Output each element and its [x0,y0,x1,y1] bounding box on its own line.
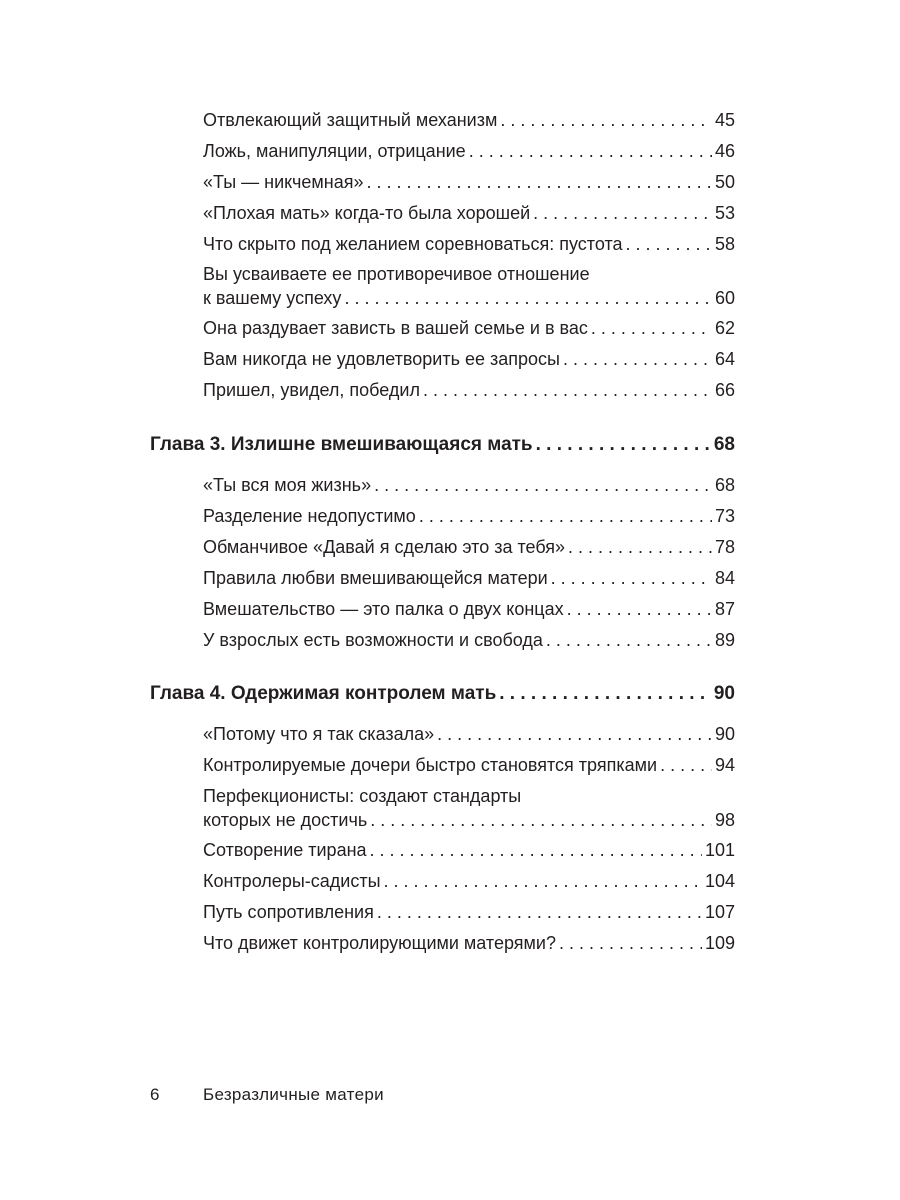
toc-entry-page: 84 [714,568,735,588]
toc-leader-dots [536,432,711,458]
toc-chapter-title: Глава 4. Одержимая контролем мать [150,683,497,704]
toc-leader-dots [499,681,711,707]
toc-leader-dots [370,808,712,832]
toc-entry-page: 45 [714,110,735,130]
toc-leader-dots [533,201,712,225]
toc-entry [203,628,735,652]
toc-entry [203,316,735,340]
toc-entry-page: 62 [714,318,735,338]
toc-entry-page: 58 [714,234,735,254]
toc-entry-title: Контролеры-садисты [203,871,381,891]
toc-entry-title: которых не достичь [203,810,368,830]
toc-entry-page: 90 [714,724,735,744]
toc-entry-page: 87 [714,599,735,619]
toc-entry [203,900,735,924]
toc-entry-page: 78 [714,537,735,557]
toc-entry-title: Контролируемые дочери быстро становятся тряпками [203,755,658,775]
running-title: Безразличные матери [203,1085,384,1104]
toc-entry [203,504,735,528]
toc-leader-dots [568,535,712,559]
toc-entry-title-line1: Перфекционисты: создают стандарты [203,786,522,806]
toc-entry-page: 53 [714,203,735,223]
toc-entry-page: 101 [704,840,735,860]
toc-leader-dots [384,869,702,893]
toc-entry [203,838,735,862]
toc-entry [203,597,735,621]
toc-leader-dots [559,931,702,955]
toc-entry-page: 109 [704,933,735,953]
toc-entry [203,753,735,777]
toc-entry-title: Отвлекающий защитный механизм [203,110,498,130]
toc-entry-title: Что движет контролирующими матерями? [203,933,556,953]
toc-entry-title: Путь сопротивления [203,902,374,922]
toc-leader-dots [374,473,712,497]
toc-chapter-page: 68 [713,434,735,455]
toc-entry-title: Правила любви вмешивающейся матери [203,568,548,588]
toc-leader-dots [423,378,712,402]
toc-entry [203,931,735,955]
toc-leader-dots [377,900,702,924]
toc-entry-title: к вашему успеху [203,288,342,308]
toc-entry [203,869,735,893]
toc-entry-page: 98 [714,810,735,830]
toc-leader-dots [469,139,712,163]
toc-entry [203,535,735,559]
toc-entry [203,232,735,256]
toc-entry [203,201,735,225]
toc-entry-title: Вам никогда не удовлетворить ее запросы [203,349,560,369]
toc-entry-page: 60 [714,288,735,308]
toc-entry [203,378,735,402]
toc-entry-title: Обманчивое «Давай я сделаю это за тебя» [203,537,566,557]
toc-entry-title: «Плохая мать» когда-то была хорошей [203,203,531,223]
page-number: 6 [150,1085,160,1104]
toc-entry-title: «Ты — никчемная» [203,172,364,192]
toc-entry [203,139,735,163]
toc-leader-dots [546,628,712,652]
toc-leader-dots [567,597,712,621]
toc-entry-title-line1: Вы усваиваете ее противоречивое отношение [203,264,590,284]
toc-entry [203,784,735,832]
toc-entry-title: Сотворение тирана [203,840,367,860]
toc-entry-title: Пришел, увидел, победил [203,380,420,400]
toc-leader-dots [626,232,712,256]
toc-entry [203,108,735,132]
toc-entry [203,566,735,590]
toc-chapter-heading [150,432,735,458]
toc-entry-page: 68 [714,475,735,495]
toc-leader-dots [563,347,712,371]
toc-leader-dots [419,504,712,528]
toc-entry-page: 104 [704,871,735,891]
toc-entry-page: 64 [714,349,735,369]
toc-leader-dots [437,722,712,746]
toc-leader-dots [370,838,702,862]
toc-chapter-title: Глава 3. Излишне вмешивающаяся мать [150,434,533,455]
toc-entry-title: Что скрыто под желанием соревноваться: пустота [203,234,623,254]
toc-leader-dots [367,170,712,194]
toc-entry-title: Ложь, манипуляции, отрицание [203,141,466,161]
toc-entry-title: Она раздувает зависть в вашей семье и в вас [203,318,588,338]
toc-entry-page: 107 [704,902,735,922]
toc-entry [203,262,735,310]
toc-entry-title: «Потому что я так сказала» [203,724,435,744]
toc-leader-dots [591,316,712,340]
toc-entry [203,722,735,746]
toc-entry-page: 73 [714,506,735,526]
toc-leader-dots [551,566,712,590]
toc-entry-title: Разделение недопустимо [203,506,416,526]
toc-chapter-page: 90 [713,683,735,704]
toc-leader-dots [500,108,712,132]
toc-entry-title: «Ты вся моя жизнь» [203,475,372,495]
toc-entry-title: У взрослых есть возможности и свобода [203,630,543,650]
toc-leader-dots [660,753,712,777]
toc-entry [203,473,735,497]
toc-entry [203,347,735,371]
toc-entry-page: 46 [714,141,735,161]
toc-chapter-heading [150,681,735,707]
toc-entry-page: 94 [714,755,735,775]
toc-entry-page: 50 [714,172,735,192]
toc-leader-dots [344,286,712,310]
toc-entry [203,170,735,194]
toc-entry-page: 89 [714,630,735,650]
toc-entry-page: 66 [714,380,735,400]
toc-entry-title: Вмешательство — это палка о двух концах [203,599,564,619]
